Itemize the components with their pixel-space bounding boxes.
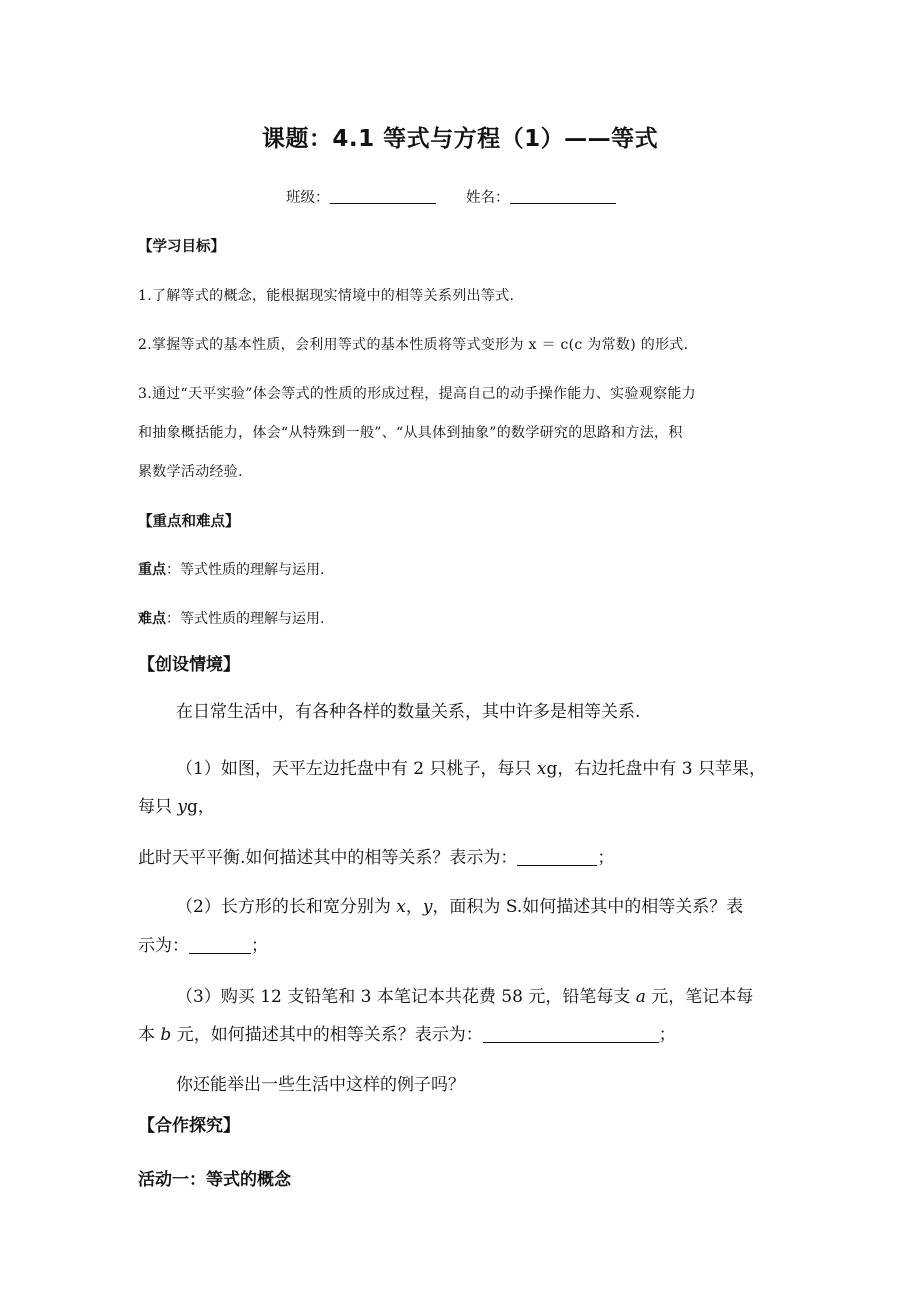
- q1-text-e: 此时天平平衡.如何描述其中的相等关系？表示为：: [138, 848, 518, 868]
- q1-text-d: g，: [187, 797, 215, 817]
- scenario-intro: 在日常生活中，有各种各样的数量关系，其中许多是相等关系.: [176, 702, 641, 722]
- key-points-heading: 【重点和难点】: [138, 514, 240, 530]
- q1-answer-blank[interactable]: [517, 849, 597, 866]
- goal-item-2: 2.掌握等式的基本性质，会利用等式的基本性质将等式变形为 x ＝ c(c 为常数) 的形式.: [138, 337, 689, 353]
- q2-end: ；: [251, 936, 268, 956]
- q1-end: ；: [597, 848, 615, 868]
- question-1-line3: [138, 843, 614, 868]
- q2-text-a: （2）长方形的长和宽分别为: [176, 897, 397, 917]
- q3-var-a: a: [635, 987, 646, 1007]
- q2-text-b: ，面积为 S.如何描述其中的相等关系？表: [432, 897, 744, 917]
- q1-text-a: （1）如图，天平左边托盘中有 2 只桃子，每只: [176, 759, 537, 779]
- key-label: 重点: [138, 562, 166, 578]
- q1-text-c: 每只: [138, 797, 178, 817]
- q1-var-x: x: [536, 759, 547, 779]
- q1-var-y: y: [177, 797, 188, 817]
- key-point-line: [138, 559, 324, 579]
- scenario-heading: 【创设情境】: [138, 655, 240, 675]
- q2-var-x: x: [396, 897, 406, 917]
- q3-text-d: 元，如何描述其中的相等关系？表示为：: [171, 1025, 483, 1045]
- question-3-line2: [138, 1020, 676, 1045]
- page-title: 课题：4.1 等式与方程（1）——等式: [261, 126, 659, 152]
- cooperation-heading: 【合作探究】: [138, 1116, 240, 1136]
- question-1-line2: [138, 792, 215, 817]
- question-2-line2: [138, 931, 268, 956]
- q2-text-c: 示为：: [138, 936, 189, 956]
- difficulty-label: 难点: [138, 611, 166, 627]
- q2-var-y: y: [422, 897, 433, 917]
- q3-text-a: （3）购买 12 支铅笔和 3 本笔记本共花费 58 元，铅笔每支: [176, 987, 636, 1007]
- name-label: 姓名：: [466, 190, 510, 206]
- goal-item-3-line2: 和抽象概括能力，体会“从特殊到一般”、“从具体到抽象”的数学研究的思路和方法，积: [138, 425, 683, 441]
- class-blank[interactable]: [330, 189, 436, 204]
- q3-end: ；: [658, 1025, 676, 1045]
- goal-item-1: 1.了解等式的概念，能根据现实情境中的相等关系列出等式.: [138, 288, 515, 304]
- key-text: ：等式性质的理解与运用.: [166, 562, 325, 578]
- class-label: 班级：: [286, 190, 330, 206]
- class-field: [286, 186, 436, 207]
- question-1-line1: [176, 754, 766, 779]
- q1-text-b: g，右边托盘中有 3 只苹果，: [546, 759, 766, 779]
- goal-item-3-line3: 累数学活动经验.: [138, 464, 243, 480]
- goal-item-3-line1: 3.通过“天平实验”体会等式的性质的形成过程，提高自己的动手操作能力、实验观察能力: [138, 386, 696, 402]
- question-2-line1: [176, 892, 743, 917]
- q3-text-b: 元，笔记本每: [645, 987, 754, 1007]
- q2-answer-blank[interactable]: [189, 937, 251, 954]
- activity-1-heading: 活动一：等式的概念: [138, 1170, 291, 1190]
- difficulty-text: ：等式性质的理解与运用.: [166, 611, 325, 627]
- q2-sep: ，: [405, 897, 423, 917]
- scenario-closing: 你还能举出一些生活中这样的例子吗？: [176, 1075, 465, 1095]
- q3-answer-blank[interactable]: [483, 1026, 659, 1043]
- q3-var-b: b: [160, 1025, 172, 1045]
- name-field: [466, 186, 616, 207]
- question-3-line1: [176, 982, 753, 1007]
- name-blank[interactable]: [510, 189, 616, 204]
- q3-text-c: 本: [138, 1025, 161, 1045]
- difficulty-line: [138, 608, 324, 628]
- learning-goals-heading: 【学习目标】: [138, 239, 225, 255]
